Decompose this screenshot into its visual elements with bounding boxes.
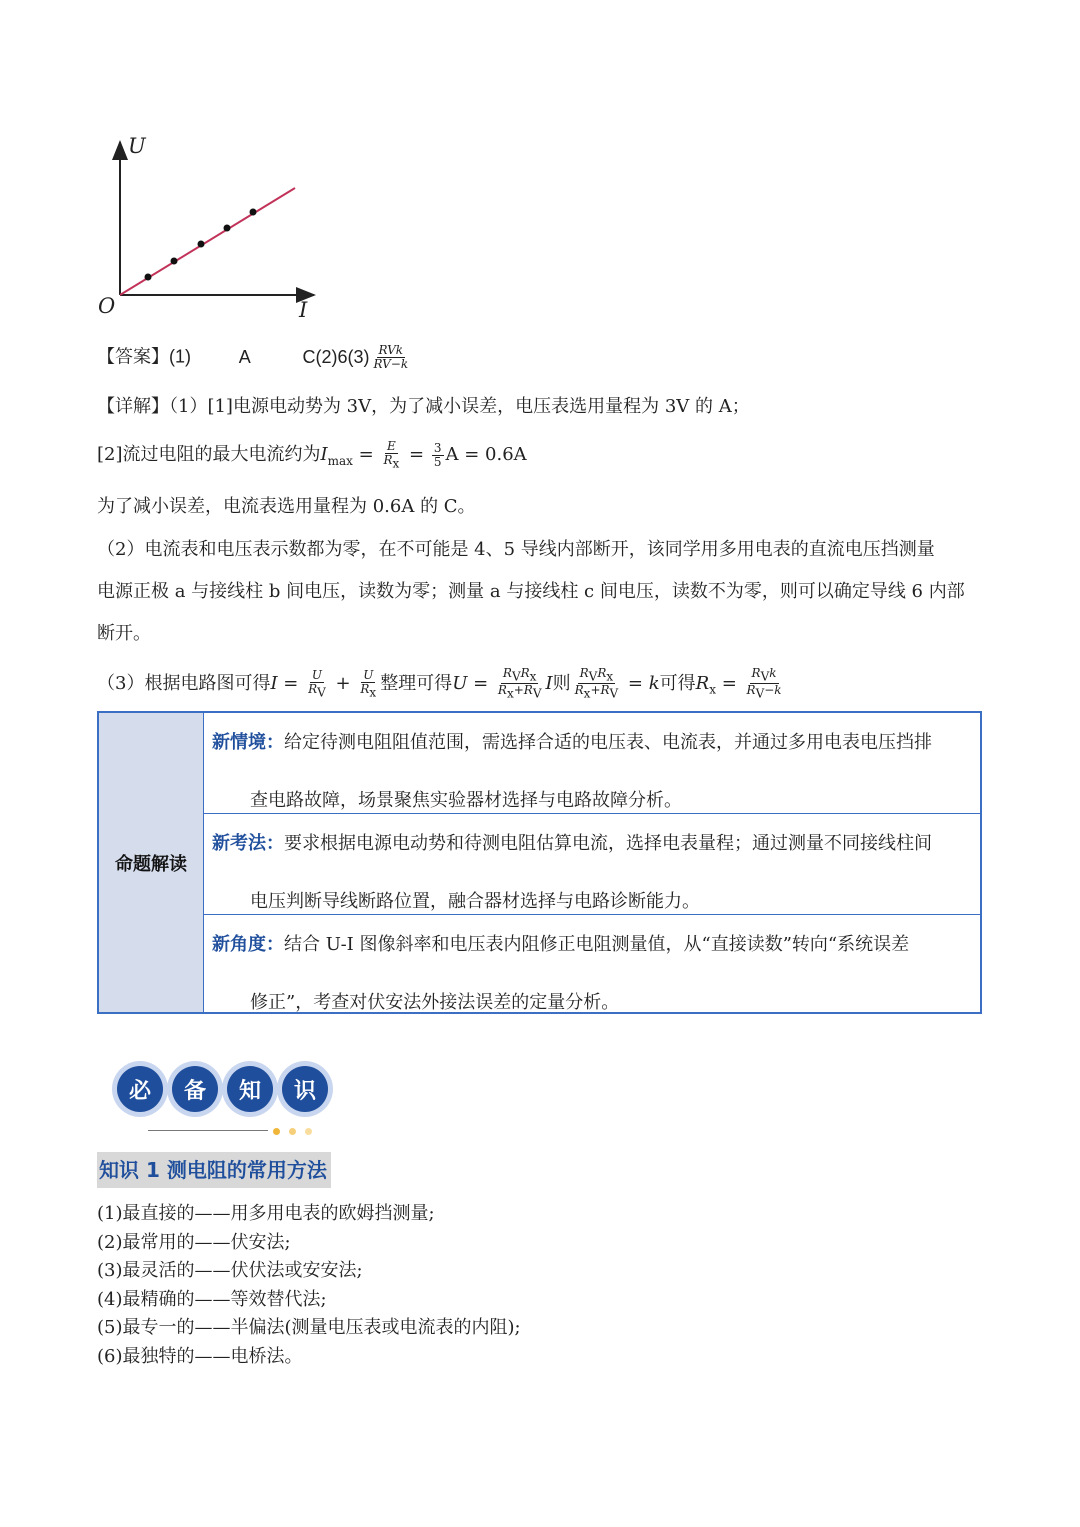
answer-sel2: C(2)6(3) <box>302 346 370 367</box>
row2-text: 要求根据电源电动势和待测电阻估算电流，选择电表量程；通过测量不同接线柱间 <box>284 833 932 854</box>
row2-text-2: 电压判断导线断路位置，融合器材选择与电路诊断能力。 <box>250 891 700 912</box>
table-row-3 <box>204 915 980 1014</box>
answer-sel1: A <box>238 346 251 367</box>
badge-4: 识 <box>282 1066 328 1112</box>
row3-label: 新角度： <box>212 934 284 955</box>
row1-text: 给定待测电阻阻值范围，需选择合适的电压表、电流表，并通过多用电表电压挡排 <box>284 732 932 753</box>
frac-e: E <box>387 439 396 453</box>
y-axis-label: U <box>128 134 146 158</box>
table-left-label: 命题解读 <box>99 713 204 1012</box>
row3-text: 结合 U-I 图像斜率和电压表内阻修正电阻测量值，从“直接读数”转向“系统误差 <box>284 934 910 955</box>
three-fifths <box>432 442 444 469</box>
row2-label: 新考法： <box>212 833 284 854</box>
line7-b: 整理可得 <box>380 672 453 694</box>
list-item: (6)最独特的——电桥法。 <box>97 1345 303 1367</box>
row1-label: 新情境： <box>212 732 284 753</box>
frac-5: 5 <box>433 454 442 469</box>
origin-label: O <box>98 294 116 318</box>
detail-line-6: 断开。 <box>97 623 151 644</box>
detail-line-7: （3）根据电路图可得I = $\frac{U}{R_V}$ + $\frac{U}{R_x}$ 整理可得U = $\frac{R_VR_x}{R_x+R_V}$ I则 $\frac{R_VR_x}{R_x+R_V}$ = k可得$R_x$ = $\frac{R_Vk}{R_V-k}$ <box>97 666 782 701</box>
badge-3: 知 <box>227 1066 273 1112</box>
u-i-graph <box>90 130 330 325</box>
detail-line-2: [2]流过电阻的最大电流约为$I_{max}$ = $\frac{E}{R_x}$ = $\frac{3}{5}$ A = 0.6A <box>97 439 527 471</box>
detail-line-2-text: [2]流过电阻的最大电流约为 <box>97 444 321 466</box>
answer-prefix: 【答案】 <box>97 346 169 368</box>
frac-r-sub: x <box>392 456 400 471</box>
answer-line <box>97 344 412 371</box>
data-point <box>250 209 257 216</box>
frac-r: R <box>383 453 393 467</box>
line7-d: 可得 <box>659 672 696 694</box>
detail-line-4: （2）电流表和电压表示数都为零，在不可能是 4、5 导线内部断开，该同学用多用电表的直流电压挡测量 <box>97 539 935 560</box>
e-over-rx <box>381 440 401 470</box>
frac-3: 3 <box>433 440 442 455</box>
list-item: (1)最直接的——用多用电表的欧姆挡测量; <box>97 1203 435 1224</box>
list-item: (2)最常用的——伏安法; <box>97 1231 291 1253</box>
badge-2: 备 <box>172 1066 218 1112</box>
line7-c: 则 <box>552 672 571 694</box>
data-point <box>198 241 205 248</box>
row1-text-2: 查电路故障，场景聚焦实验器材选择与电路故障分析。 <box>250 790 682 811</box>
badge-dot-3 <box>305 1128 312 1135</box>
badge-dot-1 <box>273 1128 280 1135</box>
badge-1: 必 <box>117 1066 163 1112</box>
data-point <box>171 258 178 265</box>
imax-result: A = 0.6A <box>445 444 527 466</box>
detail-line-3: 为了减小误差，电流表选用量程为 0.6A 的 C。 <box>97 496 476 517</box>
proposition-table <box>97 711 982 1014</box>
section-heading: 知识 1 测电阻的常用方法 <box>97 1152 331 1188</box>
list-item: (3)最灵活的——伏伏法或安安法; <box>97 1260 363 1281</box>
imax-sub: max <box>327 453 353 468</box>
answer-part1: (1) <box>169 346 191 367</box>
table-row-2 <box>204 814 980 915</box>
imax-symbol: I <box>320 444 328 466</box>
line7-a: （3）根据电路图可得 <box>97 672 271 694</box>
data-point <box>145 274 152 281</box>
list-item: (4)最精确的——等效替代法; <box>97 1288 327 1310</box>
detail-line-5: 电源正极 a 与接线柱 b 间电压，读数为零；测量 a 与接线柱 c 间电压，读数不为零，则可以确定导线 6 内部 <box>97 581 965 602</box>
data-point <box>224 225 231 232</box>
detail-line-1: 【详解】（1）[1]电源电动势为 3V，为了减小误差，电压表选用量程为 3V 的 A； <box>97 396 750 417</box>
badge-dot-2 <box>289 1128 296 1135</box>
badge-underline <box>148 1130 268 1131</box>
methods-list <box>97 1200 521 1371</box>
answer-fraction <box>372 344 411 371</box>
x-axis-label: I <box>299 298 308 322</box>
row3-text-2: 修正”，考查对伏安法外接法误差的定量分析。 <box>250 992 620 1013</box>
answer-frac-num: RVk <box>378 343 404 357</box>
table-row-1 <box>204 713 980 814</box>
answer-frac-den: RV−k <box>373 357 409 371</box>
list-item: (5)最专一的——半偏法(测量电压表或电流表的内阻); <box>97 1317 521 1338</box>
